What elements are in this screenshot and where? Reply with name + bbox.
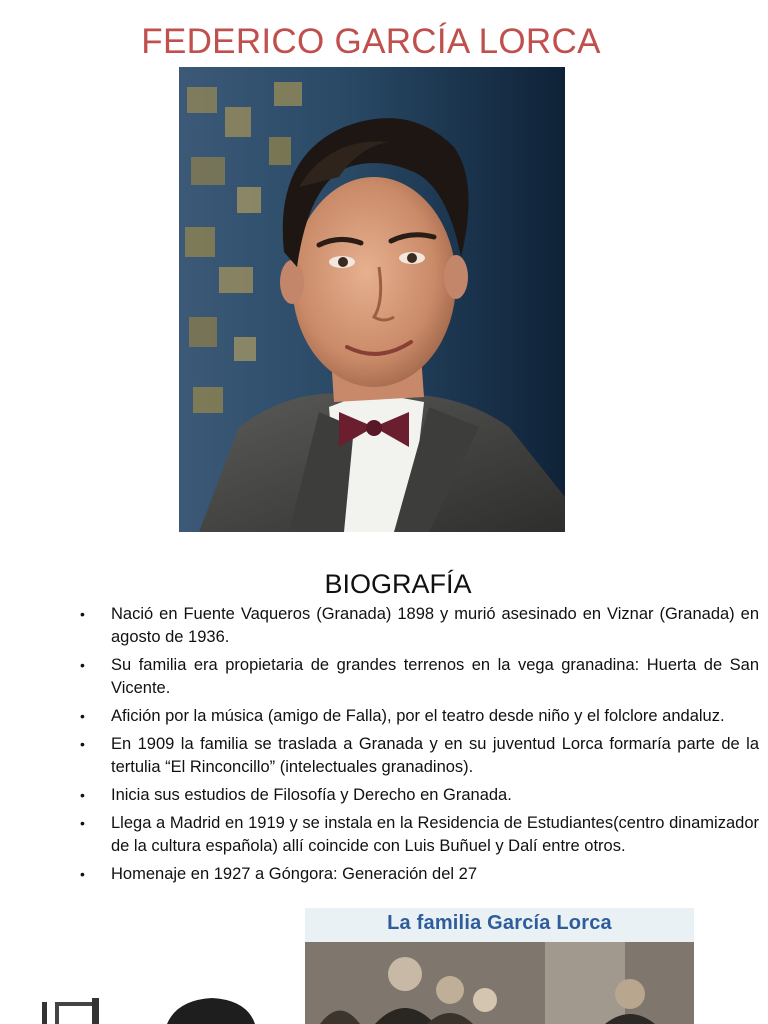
list-item-text: Nació en Fuente Vaqueros (Granada) 1898 y murió asesinado en Viznar (Granada) en agosto de 1936. — [111, 605, 759, 646]
list-item — [80, 654, 759, 700]
list-item-text: En 1909 la familia se traslada a Granada y en su juventud Lorca formaría parte de la tertulia “El Rinconcillo” (intelectuales granadinos). — [111, 735, 759, 776]
list-item — [80, 733, 759, 779]
biography-list — [80, 603, 759, 891]
page-title: FEDERICO GARCÍA LORCA — [141, 22, 601, 61]
list-item-text: Homenaje en 1927 a Góngora: Generación del 27 — [111, 865, 478, 883]
list-item-text: Inicia sus estudios de Filosofía y Derecho en Granada. — [111, 786, 512, 804]
portrait-photo — [179, 67, 565, 532]
list-item — [80, 784, 759, 807]
biography-heading: BIOGRAFÍA — [324, 569, 472, 599]
bullet-icon: • — [80, 736, 85, 752]
list-item-text: Afición por la música (amigo de Falla), por el teatro desde niño y el folclore andaluz. — [111, 707, 725, 725]
list-item-text: Su familia era propietaria de grandes terrenos en la vega granadina: Huerta de San Vicente. — [111, 656, 759, 697]
bullet-icon: • — [80, 606, 85, 622]
bullet-icon: • — [80, 787, 85, 803]
list-item — [80, 705, 759, 728]
family-photo-caption: La familia García Lorca — [387, 912, 612, 934]
list-item-text: Llega a Madrid en 1919 y se instala en la Residencia de Estudiantes(centro dinamizador de la cultura española) allí coincide con Luis Buñuel y Dalí entre otros. — [111, 814, 759, 855]
partial-photo — [37, 990, 277, 1024]
bullet-icon: • — [80, 866, 85, 882]
family-photo — [305, 908, 694, 1024]
list-item — [80, 603, 759, 649]
list-item — [80, 863, 759, 886]
list-item — [80, 812, 759, 858]
bullet-icon: • — [80, 657, 85, 673]
bullet-icon: • — [80, 815, 85, 831]
bullet-icon: • — [80, 708, 85, 724]
